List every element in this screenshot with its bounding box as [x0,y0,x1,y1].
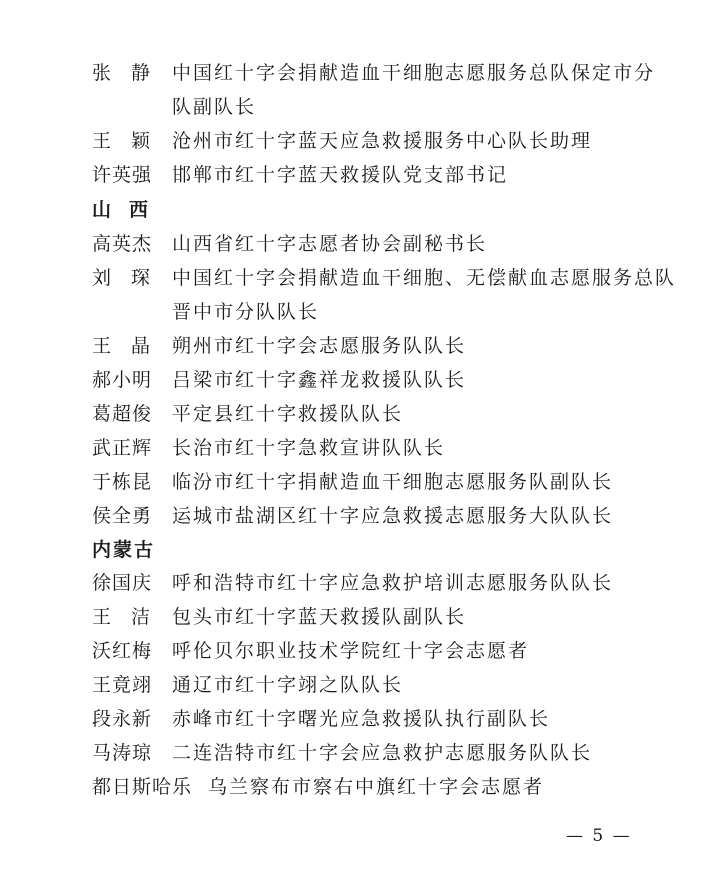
person-name: 王竟翊 [92,674,153,696]
person-name: 张静 [92,62,171,84]
person-role: 朔州市红十字会志愿服务队队长 [172,335,467,357]
person-role: 临汾市红十字捐献造血干细胞志愿服务队副队长 [172,471,614,493]
person-role: 通辽市红十字翊之队队长 [172,674,404,696]
person-role: 呼伦贝尔职业技术学院红十字会志愿者 [172,640,530,662]
person-name: 武正辉 [92,437,153,459]
person-role: 山西省红十字志愿者协会副秘书长 [172,233,488,255]
person-role: 乌兰察布市察右中旗红十字会志愿者 [208,776,545,798]
person-role-continued: 队副队长 [172,96,257,118]
person-name: 王洁 [92,606,171,628]
person-name: 沃红梅 [92,640,153,662]
person-role: 二连浩特市红十字会应急救护志愿服务队队长 [172,742,593,764]
page-number: — 5 — [566,826,632,846]
person-role: 赤峰市红十字曙光应急救援队执行副队长 [172,708,551,730]
person-role: 中国红十字会捐献造血干细胞志愿服务总队保定市分 [172,62,656,84]
person-name: 郝小明 [92,369,153,391]
person-name: 许英强 [92,164,153,186]
person-name: 徐国庆 [92,572,153,594]
person-name: 侯全勇 [92,505,153,527]
person-role: 邯郸市红十字蓝天救援队党支部书记 [172,164,509,186]
section-title: 内蒙古 [92,539,156,561]
person-role: 平定县红十字救援队队长 [172,403,404,425]
person-role: 包头市红十字蓝天救援队副队长 [172,606,467,628]
person-name: 都日斯哈乐 [92,776,193,798]
person-role: 中国红十字会捐献造血干细胞、无偿献血志愿服务总队 [172,267,677,289]
person-role: 呼和浩特市红十字应急救护培训志愿服务队队长 [172,572,614,594]
person-role: 沧州市红十字蓝天应急救援服务中心队长助理 [172,130,593,152]
section-title: 山西 [92,199,167,221]
person-role-continued: 晋中市分队队长 [172,301,320,323]
person-name: 马涛琼 [92,742,153,764]
person-name: 王颖 [92,130,171,152]
person-role: 吕梁市红十字鑫祥龙救援队队长 [172,369,467,391]
person-name: 葛超俊 [92,403,153,425]
person-name: 段永新 [92,708,153,730]
person-role: 运城市盐湖区红十字应急救援志愿服务大队队长 [172,505,614,527]
person-name: 刘琛 [92,267,171,289]
person-role: 长治市红十字急救宣讲队队长 [172,437,446,459]
person-name: 于栋昆 [92,471,153,493]
person-name: 王晶 [92,335,171,357]
person-name: 高英杰 [92,233,153,255]
